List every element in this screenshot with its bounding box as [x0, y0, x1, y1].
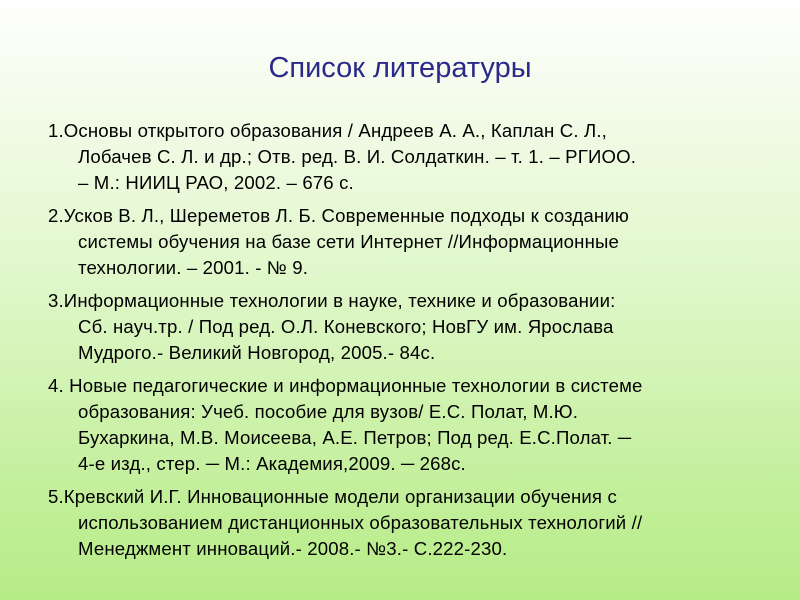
reference-list — [48, 118, 768, 569]
reference-item-1 — [48, 118, 768, 196]
reference-line: Сб. науч.тр. / Под ред. О.Л. Коневского; НовГУ им. Ярослава — [78, 316, 614, 337]
reference-item-5 — [48, 484, 768, 562]
reference-line: технологии. – 2001. - № 9. — [78, 257, 309, 278]
reference-line: системы обучения на базе сети Интернет //Информационные — [78, 231, 620, 252]
reference-line: 5.Кревский И.Г. Инновационные модели организации обучения с — [48, 486, 617, 507]
reference-line: использованием дистанционных образовательных технологий // — [78, 512, 643, 533]
reference-line: Мудрого.- Великий Новгород, 2005.- 84с. — [78, 342, 436, 363]
reference-item-4 — [48, 373, 768, 477]
reference-line: 1.Основы открытого образования / Андреев А. А., Каплан С. Л., — [48, 120, 607, 141]
reference-item-3 — [48, 288, 768, 366]
reference-line: Бухаркина, М.В. Моисеева, А.Е. Петров; Под ред. Е.С.Полат. ─ — [78, 427, 632, 448]
reference-line: 4. Новые педагогические и информационные технологии в системе — [48, 375, 643, 396]
reference-line: – М.: НИИЦ РАО, 2002. – 676 с. — [78, 172, 354, 193]
slide-title: Список литературы — [268, 52, 532, 84]
reference-line: 2.Усков В. Л., Шереметов Л. Б. Современные подходы к созданию — [48, 205, 629, 226]
reference-line: Лобачев С. Л. и др.; Отв. ред. В. И. Солдаткин. – т. 1. – РГИОО. — [78, 146, 637, 167]
reference-line: образования: Учеб. пособие для вузов/ Е.С. Полат, М.Ю. — [78, 401, 579, 422]
reference-item-2 — [48, 203, 768, 281]
reference-line: Менеджмент инноваций.- 2008.- №3.- С.222-230. — [78, 538, 508, 559]
reference-line: 3.Информационные технологии в науке, технике и образовании: — [48, 290, 616, 311]
reference-line: 4-е изд., стер. ─ М.: Академия,2009. ─ 268с. — [78, 453, 466, 474]
